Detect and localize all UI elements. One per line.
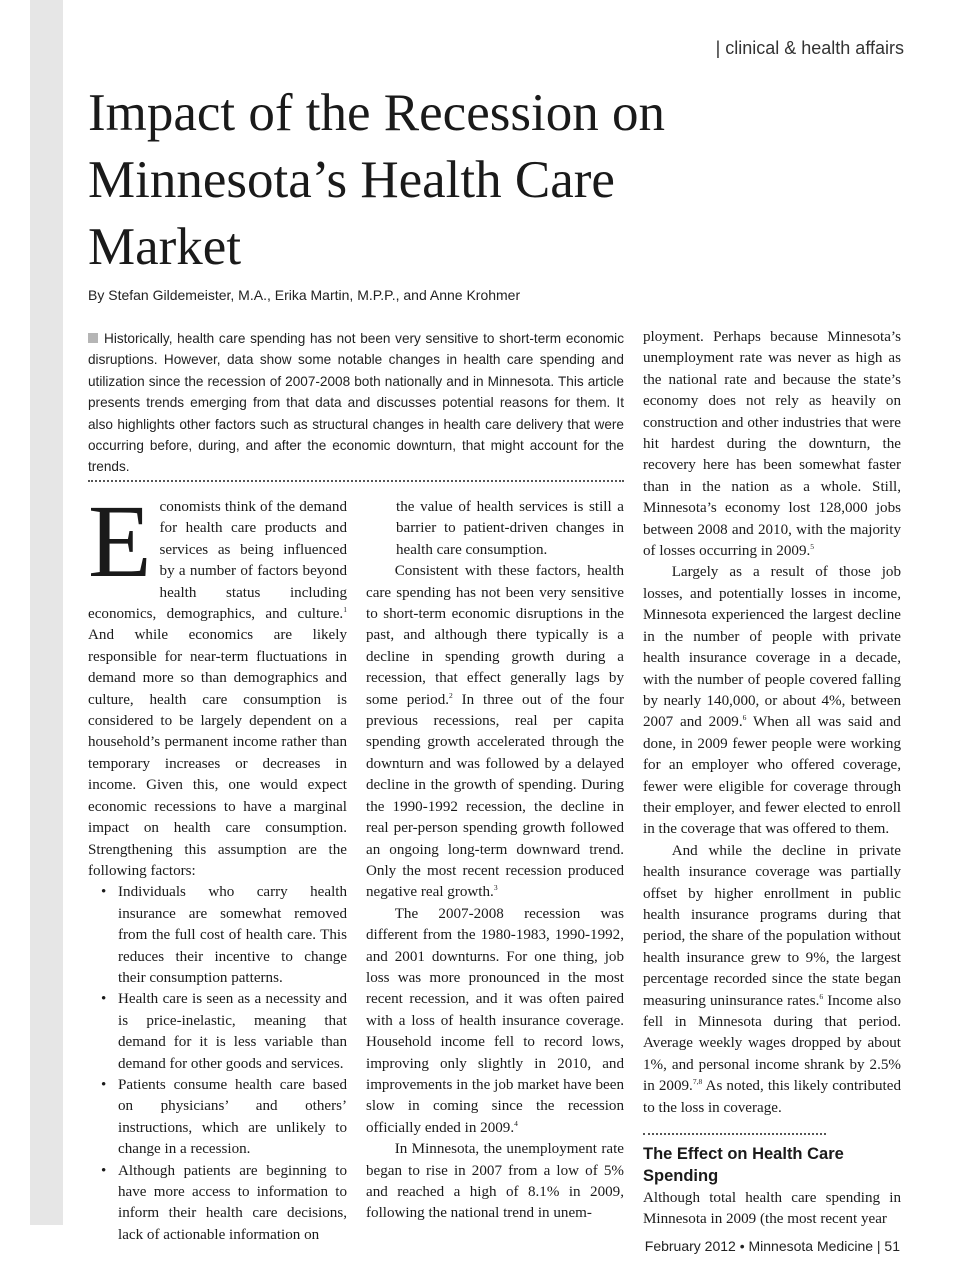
footnote-ref: 5 — [810, 542, 815, 552]
column-2 — [366, 497, 624, 1225]
footnote-ref: 1 — [343, 605, 347, 614]
section-label: | clinical & health affairs — [715, 38, 904, 58]
intro-paragraph: Economists think of the demand for health care products and services as being influenced by a number of factors beyond health status including economics, demographics, and culture.$^1$ And while economics are likely responsible for near-term fluctuations in demand more so than demographics and culture, health care consumption is considered to be largely dependent on a household’s permanent income rather than temporary increases or decreases in income. Given this, one would expect economic recessions to have a marginal impact on health care consumption. Strengthening this assumption are the following factors: — [88, 484, 347, 879]
body-paragraph: Consistent with these factors, health care spending has not been very sensitive to short-term economic disruptions in the past, and although there typically is a decline in spending growth during a recession, that effect generally lags by some period.$^2$ In three out of the four previous recessions, real per capita spending growth accelerated through the downturn and was followed by a delayed decline in the growth of spending. During the 1990-1992 recession, the decline in real per-person spending growth followed an ongoing long-term downward trend. Only the most recent recession produced negative real growth.$^3$ — [366, 563, 624, 901]
list-item: • Although patients are beginning to have more access to information to inform their health care decisions, lack of actionable information on — [88, 1161, 347, 1247]
list-continuation: the value of health services is still a barrier to patient-driven changes in health care consumption. — [396, 499, 624, 558]
body-paragraph: And while the decline in private health insurance coverage was partially offset by higher enrollment in public health insurance programs during that period, the share of the population without health insurance grew to 9%, the largest percentage recorded since the state began measuring uninsurance rates.$^6$ Income also fell in Minnesota during that period. Average weekly wages dropped by about 1%, and personal income shrank by 2.5% in 2009.$^{7,8}$ As noted, this likely contributed to the loss in coverage. — [643, 842, 901, 1116]
abstract — [88, 328, 624, 478]
column-1 — [88, 484, 347, 1246]
dotted-divider — [643, 1133, 826, 1135]
byline: By Stefan Gildemeister, M.A., Erika Martin, M.P.P., and Anne Krohmer — [88, 287, 521, 303]
footnote-ref: 2 — [449, 690, 453, 700]
footnote-ref: 7,8 — [692, 1077, 703, 1087]
footnote-ref: 3 — [493, 883, 498, 893]
body-paragraph: ployment. Perhaps because Minnesota’s unemployment rate was never as high as the national rate and because the state’s economy does not rely as heavily on construction and other industries that were hit hardest during the downturn, the recovery here has been somewhat faster than in the nation as a whole. Still, Minnesota’s economy lost 128,000 jobs between 2008 and 2010, with the majority of losses occurring in 2009.$^5$ — [643, 329, 901, 560]
body-paragraph: In Minnesota, the unemployment rate began to rise in 2007 from a low of 5% and reached a high of 8.1% in 2009, following the national trend in unem- — [366, 1141, 624, 1222]
section-heading: The Effect on Health Care Spending — [643, 1145, 844, 1186]
body-paragraph: The 2007-2008 recession was different from the 1980-1983, 1990-1992, and 2001 downturns. For one thing, job loss was more pronounced in the most recent recession, and it was often paired with a loss of health insurance coverage. Household income fell to record lows, improving only slightly in 2010, and improvements in the job market have been slow in coming since the recession officially ended in 2009.$^4$ — [366, 905, 624, 1136]
footnote-ref: 4 — [514, 1118, 518, 1128]
footnote-ref: 6 — [742, 713, 747, 723]
body-paragraph: Although total health care spending in Minnesota in 2009 (the most recent year — [643, 1190, 901, 1228]
square-bullet-icon — [88, 333, 98, 343]
article-title: Impact of the Recession on Minnesota’s Health Care Market — [88, 84, 665, 276]
left-margin-bar — [30, 0, 63, 1225]
list-item: • Health care is seen as a necessity and is price-inelastic, meaning that demand for it is less variable than demand for other goods and services. — [88, 989, 347, 1075]
footnote-ref: 6 — [819, 991, 824, 1001]
abstract-body: Historically, health care spending has not been very sensitive to short-term economic disruptions. However, data show some notable changes in health care spending and utilization since the recession of 2007-2008 both nationally and in Minnesota. This article presents trends emerging from that data and discusses potential reasons for them. It also highlights other factors such as structural changes in health care delivery that were occurring before, during, and after the economic downturn, that might account for the trends. — [88, 331, 624, 475]
drop-cap: E — [88, 484, 152, 599]
body-paragraph: Largely as a result of those job losses, and potentially losses in income, Minnesota experienced the largest decline in the number of people with private health insurance coverage in a decade, with the number of people covered falling by nearly 140,000, or about 4%, between 2007 and 2009.$^6$ When all was said and done, in 2009 fewer people were working for an employer who offered coverage, fewer were eligible for coverage through their employer, and fewer elected to enroll in the coverage that was offered to them. — [643, 564, 901, 838]
dotted-divider — [88, 480, 624, 482]
factor-list — [88, 882, 347, 1246]
page-footer: February 2012 • Minnesota Medicine | 51 — [644, 1238, 900, 1254]
abstract-text — [88, 328, 624, 478]
list-item: • Patients consume health care based on physicians’ and others’ instructions, which are unlikely to change in a recession. — [88, 1075, 347, 1161]
list-item: • Individuals who carry health insurance are somewhat removed from the full cost of health care. This reduces their incentive to change their consumption patterns. — [88, 882, 347, 989]
column-3 — [643, 327, 901, 1231]
